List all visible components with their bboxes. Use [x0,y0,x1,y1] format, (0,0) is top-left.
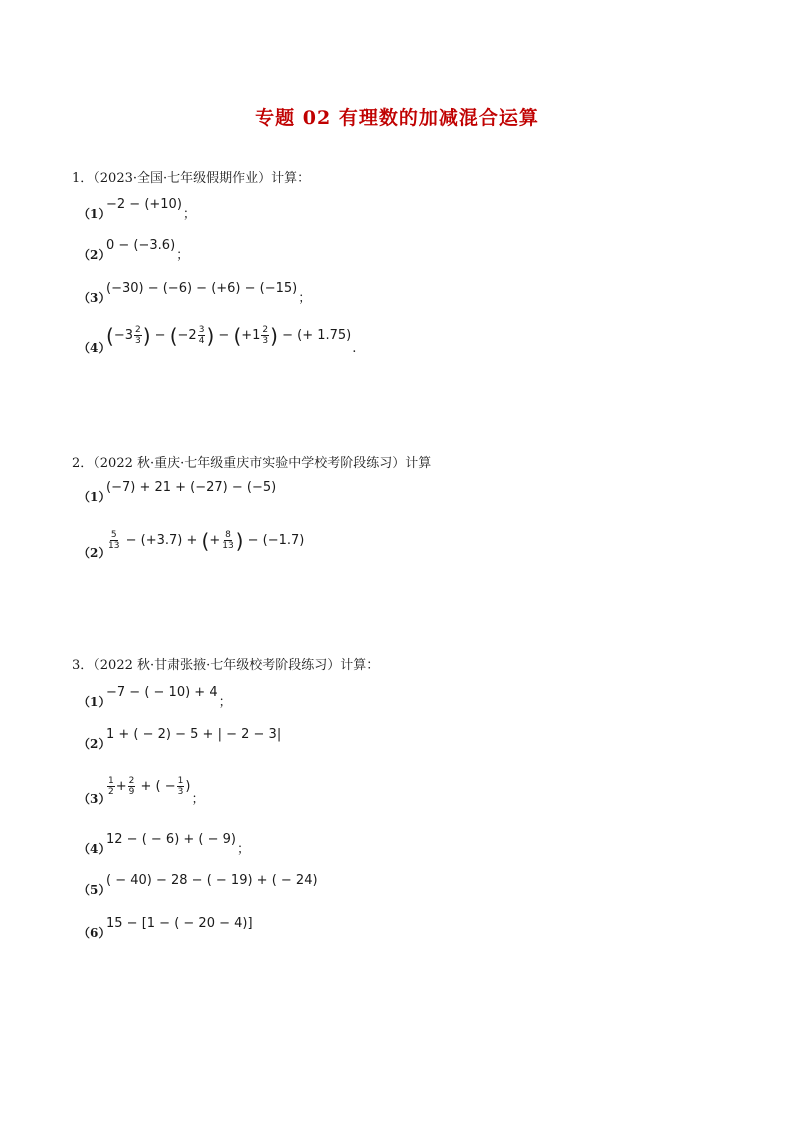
math-expression: ( − 40) − 28 − ( − 19) + ( − 24) [106,873,318,888]
punctuation: ； [191,792,205,807]
fraction: $\frac{3}{4}$ [198,325,205,346]
item-number: （2） [78,248,111,262]
q3-item-2 [78,727,282,752]
math-expression: $\frac{1}{2}$ + $\frac{2}{9}$ + ( − $\frac{1}{3}$ ) [108,776,191,797]
item-number: （6） [78,926,111,940]
fraction: $\frac{2}{9}$ [128,776,135,797]
q1-item-2 [78,238,190,263]
item-number: （1） [78,490,111,504]
item-number: （1） [78,695,111,709]
q3-item-3 [78,776,205,807]
q3-item-5 [78,873,318,898]
punctuation: ； [237,842,251,857]
math-expression: 0 − (−3.6) [106,238,176,253]
math-expression: (−7) + 21 + (−27) − (−5) [106,480,277,495]
q3-item-6 [78,916,253,941]
math-expression: $\frac{5}{13}$ − (+3.7) + ( + $\frac{8}{13}$ ) − (−1.7) [108,528,305,553]
punctuation: ； [176,248,190,263]
math-expression: 12 − ( − 6) + ( − 9) [106,832,236,847]
fraction: $\frac{5}{13}$ [108,530,120,551]
q3-item-4 [78,832,251,857]
page-title: 专题 02 有理数的加减混合运算 [255,107,539,129]
fraction: $\frac{8}{13}$ [222,530,234,551]
math-expression: −7 − ( − 10) + 4 [106,685,218,700]
question-2-header: 2．（2022 秋·重庆·七年级重庆市实验中学校考阶段练习）计算 [72,456,432,471]
item-number: （4） [78,842,111,856]
math-expression: 1 + ( − 2) − 5 + | − 2 − 3| [106,727,282,742]
punctuation: ； [218,695,232,710]
q1-item-3 [78,281,312,306]
q2-item-2 [78,528,305,561]
math-expression: (−30) − (−6) − (+6) − (−15) [106,281,298,296]
fraction: $\frac{1}{2}$ [108,776,114,797]
fraction: $\frac{2}{3}$ [262,325,269,346]
math-expression: −2 − (+10) [106,197,182,212]
question-1-header: 1．（2023·全国·七年级假期作业）计算： [72,171,311,186]
punctuation: ； [298,291,312,306]
fraction: $\frac{1}{3}$ [177,776,184,797]
fraction: $\frac{2}{3}$ [134,325,141,346]
q1-item-1 [78,197,196,222]
punctuation: . [352,341,357,356]
punctuation: ； [182,207,196,222]
q2-item-1 [78,480,277,505]
q1-item-4 [78,323,357,356]
item-number: （3） [78,792,111,806]
math-expression: 15 − [1 − ( − 20 − 4)] [106,916,253,931]
item-number: （5） [78,883,111,897]
item-number: （2） [78,737,111,751]
q3-item-1 [78,685,232,710]
item-number: （2） [78,546,111,560]
item-number: （3） [78,291,111,305]
question-3-header: 3．（2022 秋·甘肃张掖·七年级校考阶段练习）计算： [72,658,380,673]
item-number: （4） [78,341,111,355]
math-expression: ( −3 $\frac{2}{3}$ ) − ( −2 $\frac{3}{4}$ ) − ( +1 $\frac{2}{3}$ ) − (+ 1.75) [106,323,352,348]
item-number: （1） [78,207,111,221]
